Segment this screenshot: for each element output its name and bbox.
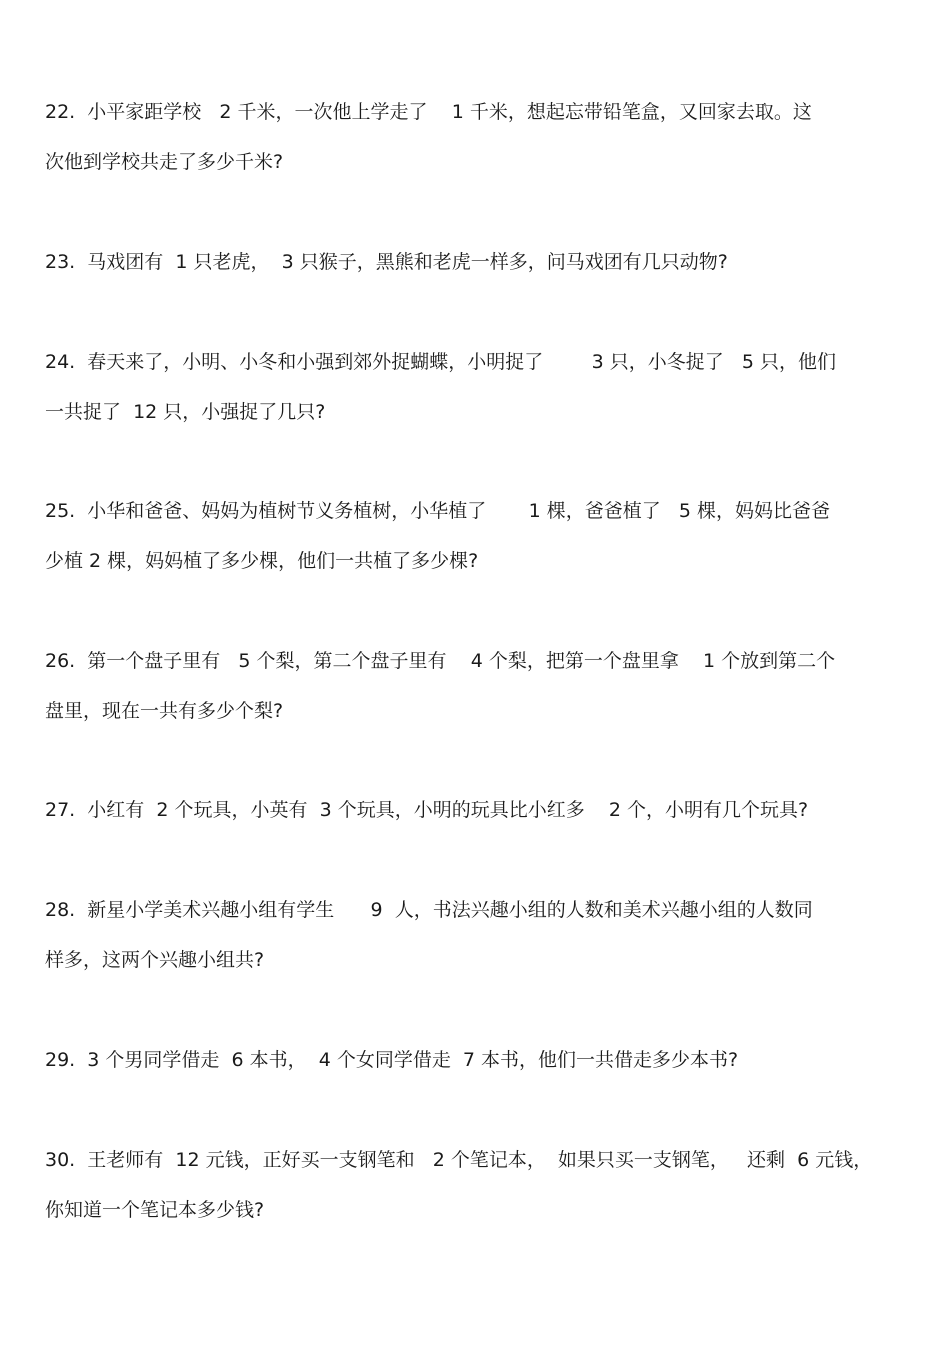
problem-line: 23. 马戏团有 1 只老虎， 3 只猴子，黑熊和老虎一样多，问马戏团有几只动物? bbox=[45, 251, 728, 273]
problem-line: 28. 新星小学美术兴趣小组有学生 9 人，书法兴趣小组的人数和美术兴趣小组的人数同 bbox=[45, 899, 813, 921]
problem-line: 22. 小平家距学校 2 千米，一次他上学走了 1 千米，想起忘带铅笔盒，又回家去取。这 bbox=[45, 101, 812, 123]
problem-line: 样多，这两个兴趣小组共? bbox=[45, 949, 265, 971]
problem-line: 一共捉了 12 只，小强捉了几只? bbox=[45, 401, 326, 423]
problem-24 bbox=[45, 349, 907, 425]
problem-line: 你知道一个笔记本多少钱? bbox=[45, 1199, 265, 1221]
problem-line: 29. 3 个男同学借走 6 本书， 4 个女同学借走 7 本书，他们一共借走多少本书? bbox=[45, 1049, 739, 1071]
problem-30 bbox=[45, 1147, 907, 1223]
problem-line: 26. 第一个盘子里有 5 个梨，第二个盘子里有 4 个梨，把第一个盘里拿 1 个放到第二个 bbox=[45, 650, 836, 672]
problem-27 bbox=[45, 797, 907, 823]
problem-line: 少植 2 棵，妈妈植了多少棵，他们一共植了多少棵? bbox=[45, 550, 479, 572]
problem-29 bbox=[45, 1047, 907, 1073]
problem-line: 次他到学校共走了多少千米? bbox=[45, 151, 284, 173]
problem-line: 25. 小华和爸爸、妈妈为植树节义务植树，小华植了 1 棵，爸爸植了 5 棵，妈妈比爸爸 bbox=[45, 500, 830, 522]
problem-line: 24. 春天来了，小明、小冬和小强到郊外捉蝴蝶，小明捉了 3 只，小冬捉了 5 只，他们 bbox=[45, 351, 836, 373]
problem-line: 盘里，现在一共有多少个梨? bbox=[45, 700, 284, 722]
problem-23 bbox=[45, 249, 907, 275]
problem-26 bbox=[45, 648, 907, 724]
problem-25 bbox=[45, 498, 907, 574]
problem-22 bbox=[45, 99, 907, 175]
problem-line: 27. 小红有 2 个玩具，小英有 3 个玩具，小明的玩具比小红多 2 个，小明有几个玩具? bbox=[45, 799, 809, 821]
problem-28 bbox=[45, 897, 907, 973]
problem-line: 30. 王老师有 12 元钱，正好买一支钢笔和 2 个笔记本， 如果只买一支钢笔， 还剩 6 元钱， bbox=[45, 1149, 873, 1171]
